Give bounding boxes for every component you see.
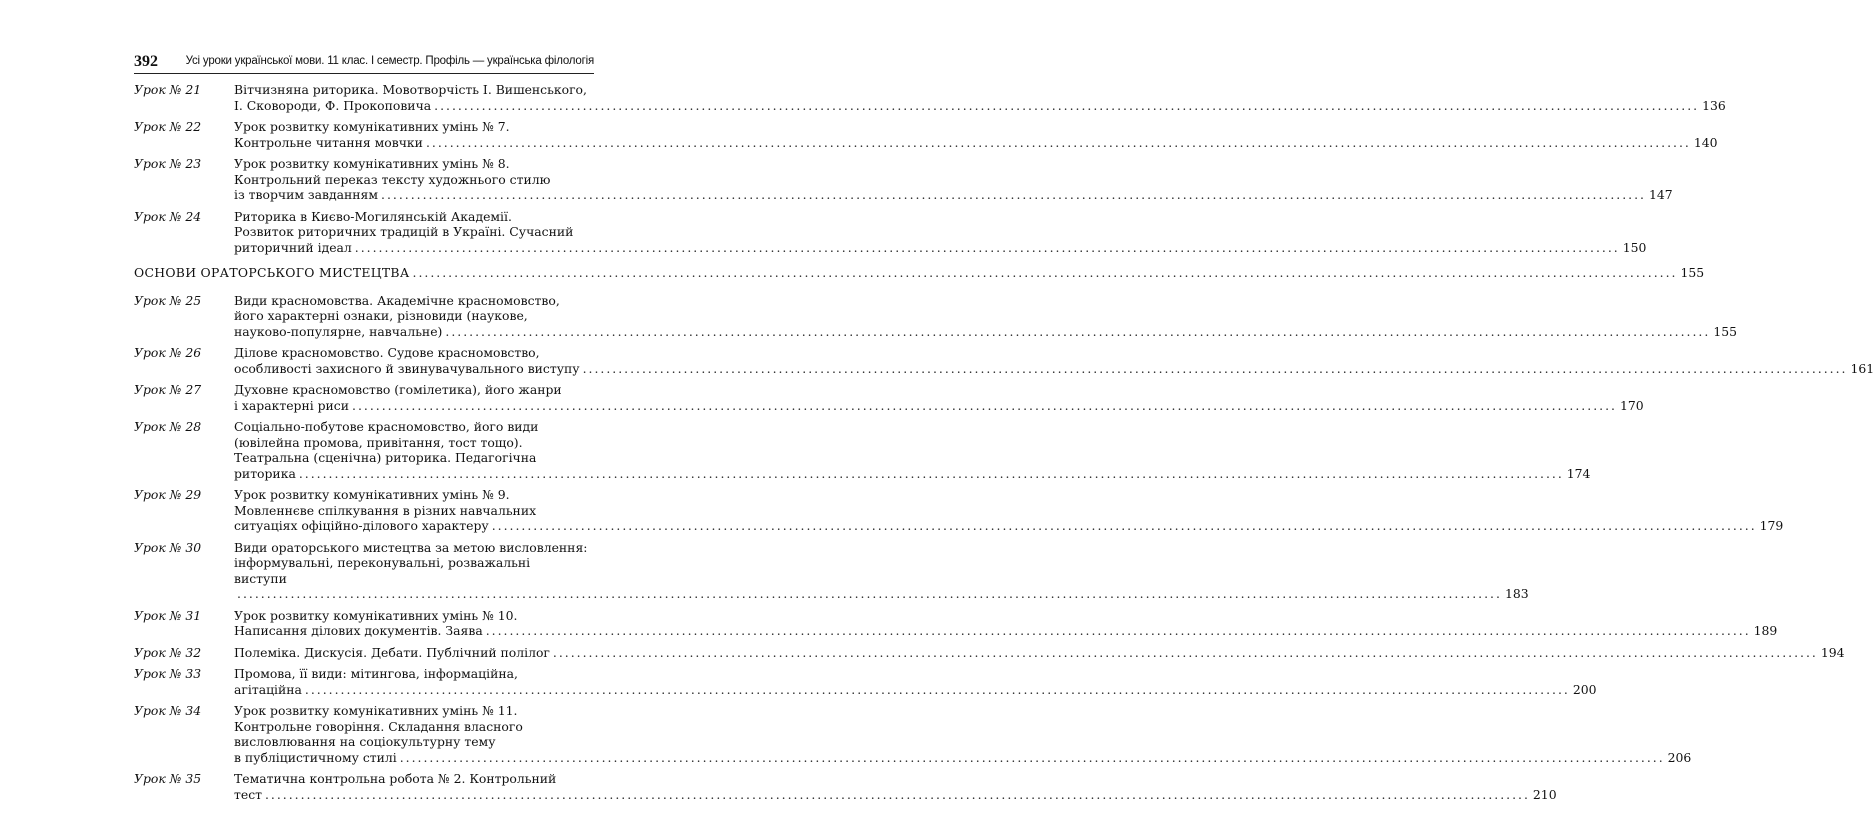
leader-dots [305, 682, 1570, 698]
page-ref: 174 [1566, 465, 1591, 481]
lesson-number: Урок № 23 [134, 156, 202, 171]
lesson-title [234, 703, 1691, 765]
title-line: (ювілейна промова, привітання, тост тощо). [234, 434, 523, 450]
toc-entry [134, 119, 1718, 150]
section-title: ОСНОВИ ОРАТОРСЬКОГО МИСТЕЦТВА [134, 265, 410, 280]
title-line: Вітчизняна риторика. Мовотворчість І. Вишенського, [234, 82, 587, 97]
lesson-number: Урок № 25 [134, 292, 202, 308]
toc-entry [134, 771, 1557, 802]
title-line: Полеміка. Дискусія. Дебати. Публічний полілог [234, 644, 550, 660]
section-heading [134, 265, 1705, 281]
title-line: риторичний ідеал [234, 239, 352, 255]
lesson-number: Урок № 24 [134, 208, 202, 224]
title-line: із творчим завданням [234, 187, 379, 202]
title-line: Театральна (сценічна) риторика. Педагогічна [234, 450, 537, 465]
title-line: І. Сковороди, Ф. Прокоповича [234, 97, 432, 113]
title-last-line [234, 623, 1777, 639]
toc-entry [134, 666, 1597, 697]
title-line: Урок розвитку комунікативних умінь № 8. [234, 156, 510, 171]
toc-entry [134, 382, 1644, 413]
title-line: науково-популярне, навчальне) [234, 323, 443, 339]
toc-group-a [134, 82, 1726, 255]
title-last-line [234, 466, 1590, 482]
page-ref: 150 [1622, 239, 1647, 255]
title-last-line [234, 98, 1726, 114]
lesson-title [234, 119, 1718, 150]
lesson-number: Урок № 29 [134, 487, 202, 502]
lesson-title [234, 771, 1557, 802]
lesson-number: Урок № 30 [134, 539, 202, 555]
lesson-title [234, 487, 1783, 534]
title-line: Урок розвитку комунікативних умінь № 10. [234, 607, 518, 623]
toc-entry [134, 82, 1726, 113]
page-ref: 189 [1753, 623, 1778, 638]
page-ref: 206 [1667, 749, 1692, 765]
title-last-line [234, 645, 1845, 661]
title-last-line [234, 518, 1783, 534]
page-ref: 147 [1648, 187, 1673, 202]
toc-entry [134, 292, 1737, 340]
title-line: Соціально-побутове красномовство, його види [234, 419, 539, 434]
leader-dots [426, 135, 1691, 151]
lesson-title [234, 382, 1644, 413]
title-line: Риторика в Києво-Могилянській Академії. [234, 208, 512, 224]
title-line: особливості захисного й звинувачувального виступу [234, 360, 580, 376]
title-line: висловлювання на соціокультурну тему [234, 734, 496, 749]
title-last-line [234, 586, 1529, 602]
toc-group-b [134, 292, 1874, 803]
leader-dots [265, 787, 1530, 803]
page-number: 392 [134, 53, 158, 70]
lesson-title [234, 82, 1726, 113]
lesson-title [234, 645, 1845, 661]
lesson-number: Урок № 33 [134, 666, 202, 681]
lesson-title [234, 419, 1590, 481]
toc-entry [134, 607, 1778, 639]
title-line: його характерні ознаки, різновиди (наукове, [234, 308, 528, 323]
leader-dots [486, 623, 1751, 639]
title-line: інформувальні, переконувальні, розважальні [234, 555, 531, 570]
title-last-line [234, 240, 1646, 256]
leader-dots [400, 750, 1665, 766]
lesson-number: Урок № 34 [134, 703, 202, 718]
leader-dots [355, 240, 1620, 256]
lesson-number: Урок № 32 [134, 644, 202, 660]
title-line: тест [234, 786, 262, 802]
leader-dots [352, 398, 1617, 414]
title-line: Контрольний переказ тексту художнього стилю [234, 171, 551, 187]
lesson-number: Урок № 28 [134, 419, 202, 434]
title-line: виступи [234, 570, 287, 586]
lesson-number: Урок № 27 [134, 382, 202, 397]
toc-entry [134, 487, 1784, 534]
lesson-title [234, 345, 1874, 376]
lesson-number: Урок № 26 [134, 345, 202, 360]
title-line: Види ораторського мистецтва за метою висловлення: [234, 539, 588, 555]
page-ref: 183 [1504, 586, 1529, 601]
page-ref: 136 [1702, 97, 1726, 113]
leader-dots [299, 466, 1564, 482]
title-line: Контрольне читання мовчки [234, 134, 423, 150]
leader-dots [381, 187, 1646, 203]
toc-entry [134, 345, 1874, 376]
lesson-title [234, 666, 1597, 697]
title-line: в публіцистичному стилі [234, 749, 397, 765]
toc-entry [134, 539, 1529, 602]
title-line: Мовленнєве спілкування в різних навчальних [234, 502, 537, 518]
leader-dots [492, 518, 1757, 534]
toc-entry [134, 644, 1845, 661]
title-last-line [234, 398, 1644, 414]
lesson-title [234, 209, 1646, 256]
title-last-line [234, 324, 1737, 340]
title-line: Написання ділових документів. Заява [234, 623, 483, 638]
leader-dots [553, 645, 1818, 661]
title-line: Промова, її види: мітингова, інформаційна, [234, 666, 518, 681]
title-line: агітаційна [234, 681, 302, 697]
lesson-number: Урок № 22 [134, 119, 202, 134]
leader-dots [413, 265, 1678, 281]
lesson-title [234, 293, 1737, 340]
page-ref: 161 [1850, 360, 1874, 376]
title-last-line [234, 682, 1597, 698]
title-line: Тематична контрольна робота № 2. Контрольний [234, 771, 557, 786]
title-line: Урок розвитку комунікативних умінь № 9. [234, 487, 510, 502]
page-ref: 170 [1619, 397, 1644, 413]
leader-dots [445, 324, 1710, 340]
running-title: Усі уроки української мови. 11 клас. I семестр. Профіль — українська філологія [185, 55, 594, 67]
title-last-line [234, 135, 1718, 151]
leader-dots [434, 98, 1699, 114]
title-line: Ділове красномовство. Судове красномовство, [234, 345, 540, 360]
toc-entry [134, 703, 1692, 765]
page-header [134, 49, 594, 74]
title-line: Види красномовства. Академічне красномовство, [234, 292, 560, 308]
title-line: Розвиток риторичних традицій в Україні. Сучасний [234, 224, 574, 239]
title-line: Урок розвитку комунікативних умінь № 7. [234, 119, 510, 134]
lesson-title [234, 540, 1529, 602]
page-ref: 155 [1713, 323, 1737, 339]
title-line: Контрольне говоріння. Складання власного [234, 718, 523, 734]
table-of-contents [134, 82, 1874, 808]
title-last-line [234, 361, 1874, 377]
lesson-number: Урок № 21 [134, 82, 202, 97]
section-page: 155 [1680, 265, 1705, 280]
lesson-title [234, 156, 1673, 203]
title-line: ситуаціях офіційно-ділового характеру [234, 518, 489, 533]
lesson-number: Урок № 35 [134, 771, 202, 786]
toc-entry [134, 156, 1673, 203]
leader-dots [583, 361, 1848, 377]
page-ref: 194 [1820, 644, 1845, 660]
title-last-line [234, 750, 1691, 766]
page-ref: 210 [1532, 786, 1557, 802]
leader-dots [237, 586, 1502, 602]
title-line: і характерні риси [234, 397, 350, 413]
title-last-line [234, 787, 1557, 803]
title-last-line [234, 187, 1673, 203]
title-line: Духовне красномовство (гомілетика), його жанри [234, 382, 562, 397]
toc-entry [134, 208, 1647, 256]
lesson-number: Урок № 31 [134, 607, 202, 623]
title-line: риторика [234, 465, 296, 481]
page-ref: 140 [1693, 134, 1718, 150]
toc-entry [134, 419, 1591, 481]
page-ref: 200 [1572, 681, 1597, 697]
title-line: Урок розвитку комунікативних умінь № 11. [234, 703, 518, 718]
page-ref: 179 [1759, 518, 1784, 533]
lesson-title [234, 608, 1777, 639]
